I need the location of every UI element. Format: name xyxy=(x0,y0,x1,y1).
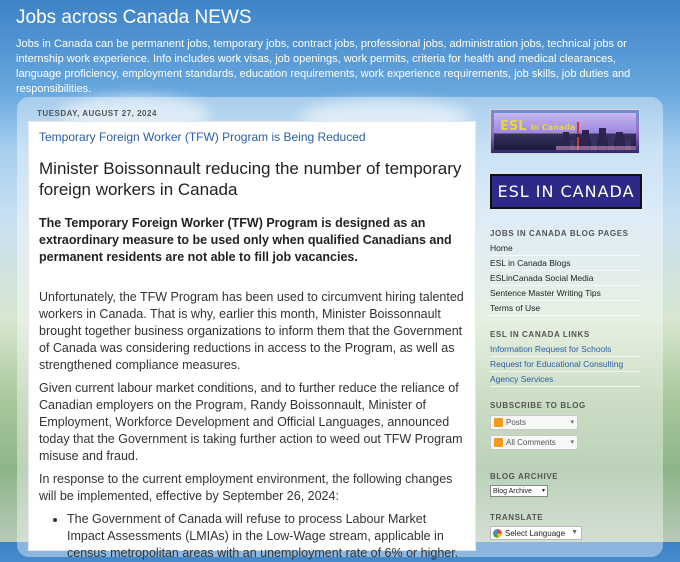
chevron-down-icon: ▾ xyxy=(541,488,545,494)
post-bullet-list xyxy=(39,511,465,562)
link-consulting[interactable]: Request for Educational Consulting xyxy=(490,357,640,372)
subscribe-posts-button[interactable]: Posts ▾ xyxy=(490,415,578,430)
post-paragraph: Unfortunately, the TFW Program has been used to circumvent hiring talented workers in Canada. That is why, earlier this month, Minister Boissonnault brought together business organizations to inform them that the Government of Canada was considering reductions in access to the Program, as well as strengthened compliance measures. xyxy=(39,290,464,372)
google-icon xyxy=(493,529,502,538)
page-link-terms[interactable]: Terms of Use xyxy=(490,301,640,316)
link-info-request[interactable]: Information Request for Schools xyxy=(490,342,640,357)
section-title: JOBS IN CANADA BLOG PAGES xyxy=(490,229,629,238)
blog-pages-section xyxy=(490,229,640,316)
page-link-esl-blogs[interactable]: ESL in Canada Blogs xyxy=(490,256,640,271)
esl-in-canada-logo[interactable]: ESL IN CANADA xyxy=(490,174,642,209)
blog-post xyxy=(28,121,476,560)
page-link-writing-tips[interactable]: Sentence Master Writing Tips xyxy=(490,286,640,301)
section-title: BLOG ARCHIVE xyxy=(490,472,559,481)
section-title: TRANSLATE xyxy=(490,513,544,522)
chevron-down-icon: ▾ xyxy=(570,439,574,446)
post-title-link[interactable]: Temporary Foreign Worker (TFW) Program is Being Reduced xyxy=(39,130,366,144)
page-link-home[interactable]: Home xyxy=(490,241,640,256)
translate-section xyxy=(490,513,640,540)
subscribe-comments-button[interactable]: All Comments ▾ xyxy=(490,435,578,450)
blog-description: Jobs in Canada can be permanent jobs, temporary jobs, contract jobs, professional jobs, administration jobs, technical jobs or internship work experience. Info includes work visas, job openings, work permits, criteria for health and medical clearances, language proficiency, employment standards, education requirements, work experience requirements, job skills, job duties and responsibilities. xyxy=(16,38,631,95)
city-skyline-icon xyxy=(556,120,636,150)
post-date: TUESDAY, AUGUST 27, 2024 xyxy=(37,109,157,118)
esl-in-canada-banner[interactable] xyxy=(490,109,640,154)
post-bullet: • The Government of Canada will refuse to process Labour Market Impact Assessments (LMIAs) in the Low-Wage stream, applicable in census metropolitan areas with an unemployment rate of 6% or higher. xyxy=(67,511,465,562)
feed-icon xyxy=(494,438,503,447)
archive-select[interactable]: Blog Archive ▾ xyxy=(490,485,548,497)
chevron-down-icon: ▾ xyxy=(570,419,574,426)
link-agency-services[interactable]: Agency Services xyxy=(490,372,640,387)
feed-icon xyxy=(494,418,503,427)
banner-logo-text: ESL in Canada xyxy=(500,119,576,134)
section-title: ESL IN CANADA LINKS xyxy=(490,330,590,339)
translate-select[interactable]: Select Language ▼ xyxy=(490,526,582,540)
post-paragraph: In response to the current employment environment, the following changes will be implemented, effective by September 26, 2024: xyxy=(39,472,453,503)
section-title: SUBSCRIBE TO BLOG xyxy=(490,401,586,410)
blog-title[interactable]: Jobs across Canada NEWS xyxy=(16,7,252,28)
post-intro: The Temporary Foreign Worker (TFW) Program is designed as an extraordinary measure to be used only when qualified Canadians and permanent residents are not able to fill job vacancies. xyxy=(39,216,452,264)
post-paragraph: Given current labour market conditions, and to further reduce the reliance of Canadian employers on the Program, Randy Boissonnault, Minister of Employment, Workforce Development and Official Languages, announced today that the Government is taking further action to weed out TFW Program misuse and fraud. xyxy=(39,381,463,463)
blog-header xyxy=(0,0,680,97)
page-link-social-media[interactable]: ESLinCanada Social Media xyxy=(490,271,640,286)
sidebar xyxy=(490,109,640,540)
archive-section xyxy=(490,472,640,497)
chevron-down-icon: ▼ xyxy=(571,529,578,536)
subscribe-section xyxy=(490,401,640,450)
post-heading: Minister Boissonnault reducing the number of temporary foreign workers in Canada xyxy=(39,159,462,199)
esl-links-section xyxy=(490,330,640,387)
